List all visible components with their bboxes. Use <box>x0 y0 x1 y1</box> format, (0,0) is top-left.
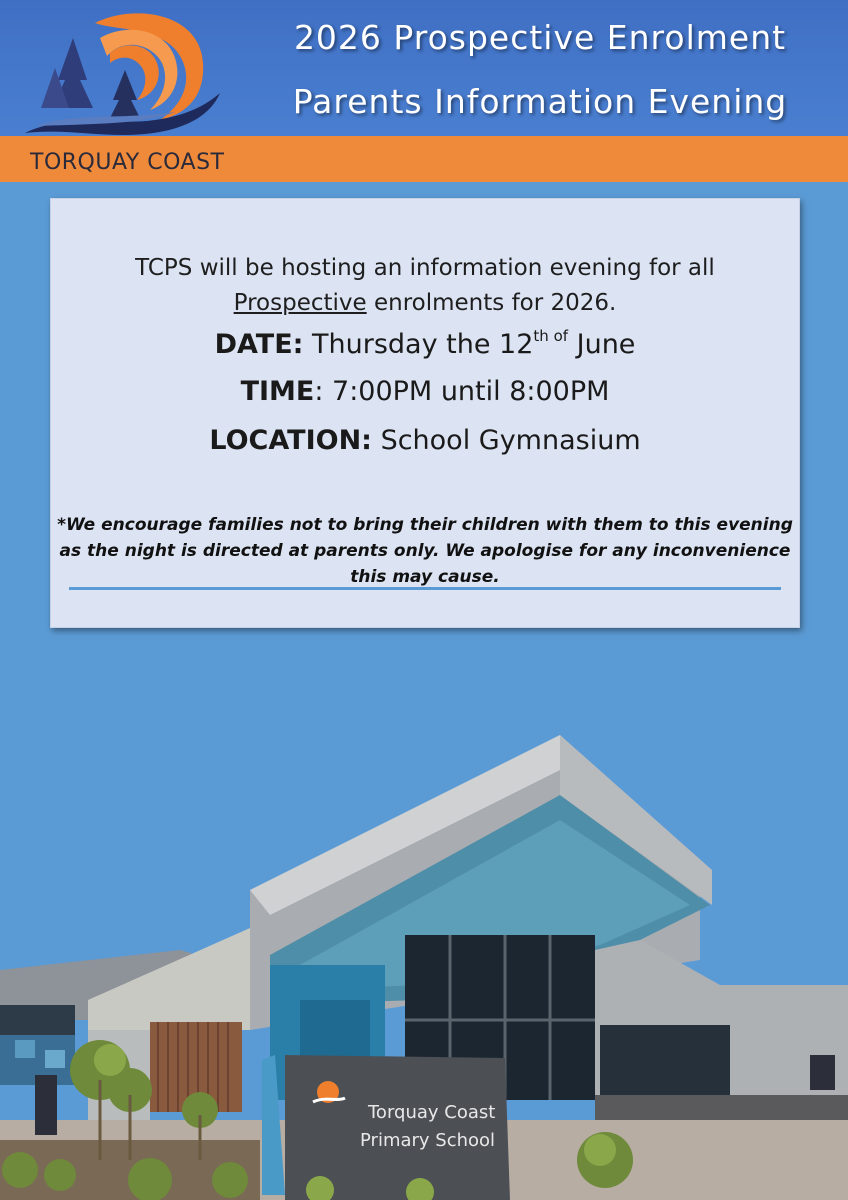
school-logo-icon <box>25 8 225 143</box>
note-divider <box>69 587 781 590</box>
time-line <box>51 376 799 407</box>
location-line <box>51 425 799 456</box>
time-label: TIME <box>240 376 315 407</box>
sign-line2: Primary School <box>360 1130 496 1151</box>
info-card <box>50 198 800 628</box>
note-line2: as the night is directed at parents only. We apologise for any inconvenience <box>59 541 791 561</box>
date-value-a: Thursday the 12 <box>303 329 534 360</box>
intro-line2-rest: enrolments for 2026. <box>366 290 617 316</box>
logo-wordmark: TORQUAY COAST <box>30 150 225 175</box>
intro-line1: TCPS will be hosting an information evening for all <box>135 255 715 281</box>
date-line <box>51 327 799 360</box>
parents-only-note <box>55 512 795 590</box>
date-value-b: June <box>568 329 636 360</box>
header-title-line1: 2026 Prospective Enrolment <box>293 18 787 57</box>
date-label: DATE: <box>214 329 304 360</box>
header-title-line2: Parents Information Evening <box>292 82 788 121</box>
note-line3: this may cause. <box>350 567 500 587</box>
location-value: School Gymnasium <box>371 425 641 456</box>
intro-text <box>51 251 799 321</box>
sign-line1: Torquay Coast <box>368 1102 496 1123</box>
date-superscript: th of <box>533 327 569 345</box>
school-building-photo <box>0 700 848 1200</box>
intro-line2 <box>51 286 799 321</box>
intro-underlined-word: Prospective <box>233 290 367 316</box>
time-value: : 7:00PM until 8:00PM <box>314 376 610 407</box>
location-label: LOCATION: <box>209 425 372 456</box>
note-line1: *We encourage families not to bring their children with them to this evening <box>57 515 793 535</box>
